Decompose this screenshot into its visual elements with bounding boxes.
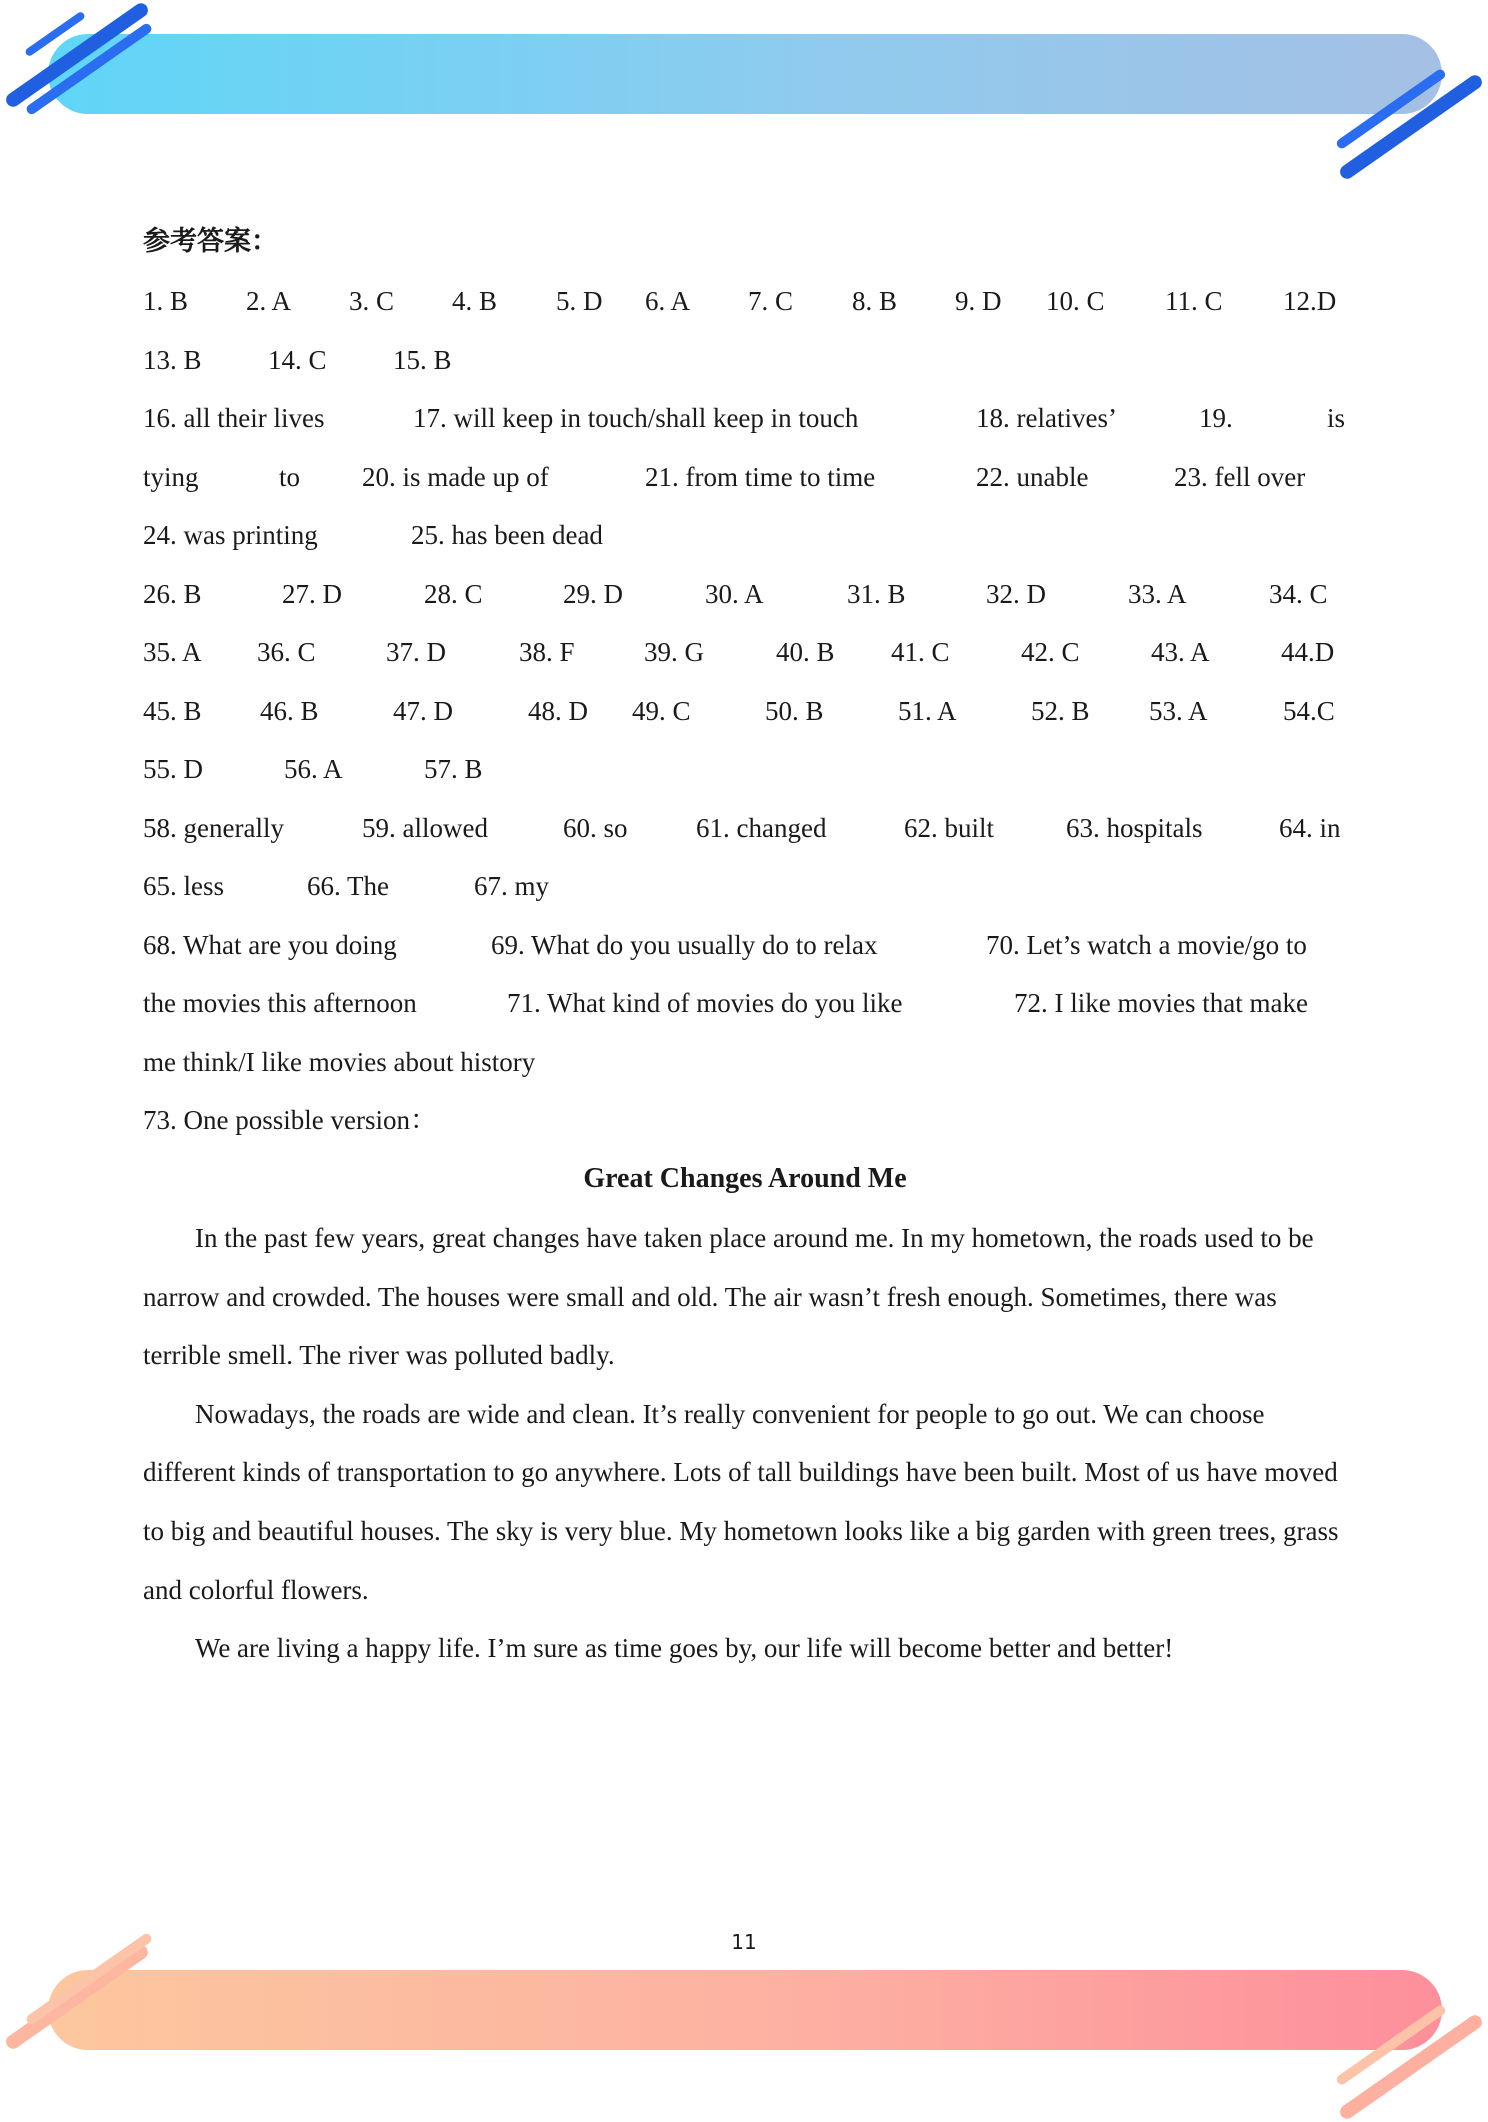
answer-item: 40. B [776,637,835,667]
answer-item: 18. relatives’ [976,403,1117,433]
answer-item: 39. G [644,637,704,667]
answer-item: 42. C [1021,637,1080,667]
answer-item: 57. B [424,754,483,784]
answer-item: 32. D [986,579,1046,609]
answer-item: 63. hospitals [1066,813,1203,843]
answer-item: 26. B [143,579,202,609]
answer-row [143,925,1347,965]
answer-item: 73. One possible version： [143,1105,437,1135]
answer-item: 12.D [1283,286,1337,316]
answer-item: 47. D [393,696,453,726]
answer-item: 48. D [528,696,588,726]
answer-item: 13. B [143,345,202,375]
answer-item: 70. Let’s watch a movie/go to [986,930,1307,960]
answer-item: tying [143,462,199,492]
answer-row [143,1100,1347,1140]
header-banner [48,34,1442,114]
answer-item: 56. A [284,754,343,784]
answer-item: 10. C [1046,286,1105,316]
answer-item: 9. D [955,286,1002,316]
answer-item: 22. unable [976,462,1089,492]
answer-item: 2. A [246,286,292,316]
answer-item: to [279,462,301,492]
answer-item: 16. all their lives [143,403,325,433]
answer-item: 53. A [1149,696,1208,726]
answer-item: 6. A [645,286,691,316]
answer-row [143,340,1347,380]
answer-item: 1. B [143,286,189,316]
answer-item: 59. allowed [362,813,488,843]
answer-item: 7. C [748,286,794,316]
answer-item: 24. was printing [143,520,318,550]
answer-row [143,1042,1347,1082]
answer-key-heading: 参考答案： [143,226,278,257]
answer-item: 4. B [452,286,498,316]
essay-paragraph: Nowadays, the roads are wide and clean. It’s really convenient for people to go out. We can choose different kinds of transportation to go anywhere. Lots of tall buildings have been built. Most of us have moved to big and beautiful houses. The sky is very blue. My hometown looks like a big garden with green trees, grass and colorful flowers. [143,1398,1339,1605]
answer-row [143,281,1347,321]
essay-paragraph: In the past few years, great changes have taken place around me. In my hometown, the roads used to be narrow and crowded. The houses were small and old. The air wasn’t fresh enough. Sometimes, there was terrible smell. The river was polluted badly. [143,1223,1314,1371]
answer-item: 61. changed [696,813,827,843]
answer-item: 64. in [1279,813,1341,843]
answer-item: 65. less [143,871,224,901]
answer-item: 58. generally [143,813,284,843]
answer-item: 68. What are you doing [143,930,397,960]
answer-row [143,691,1347,731]
answer-item: 35. A [143,637,202,667]
answer-item: 46. B [260,696,319,726]
answer-item: 23. fell over [1174,462,1306,492]
answer-item: 50. B [765,696,824,726]
answer-item: 72. I like movies that make [1014,988,1308,1018]
answer-item: me think/I like movies about history [143,1047,536,1077]
answer-item: 19. [1199,403,1233,433]
page-number: 11 [731,1930,757,1954]
answer-item: 49. C [632,696,691,726]
answer-item: 27. D [282,579,342,609]
answer-item: 28. C [424,579,483,609]
answer-row [143,749,1347,789]
answer-item: 14. C [268,345,327,375]
answer-item: 30. A [705,579,764,609]
essay-body [143,1209,1347,1678]
answer-item: 36. C [257,637,316,667]
answer-item: 33. A [1128,579,1187,609]
answer-item: 21. from time to time [645,462,876,492]
answer-item: 25. has been dead [411,520,603,550]
answer-item: 44.D [1281,637,1335,667]
answer-item: 17. will keep in touch/shall keep in touch [413,403,859,433]
answer-row [143,983,1347,1023]
answer-item: 45. B [143,696,202,726]
answer-item: 60. so [563,813,628,843]
answer-row [143,574,1347,614]
answer-item: 55. D [143,754,203,784]
answer-item: the movies this afternoon [143,988,417,1018]
answer-item: 29. D [563,579,623,609]
answer-item: 38. F [519,637,575,667]
answer-item: 67. my [474,871,550,901]
answer-item: 20. is made up of [362,462,549,492]
answer-item: 3. C [349,286,395,316]
answer-item: 34. C [1269,579,1328,609]
answer-item: 69. What do you usually do to relax [491,930,878,960]
answer-row [143,515,1347,555]
answer-row [143,457,1347,497]
essay-paragraph: We are living a happy life. I’m sure as time goes by, our life will become better and better! [195,1633,1174,1664]
answer-item: 8. B [852,286,898,316]
answer-item: 62. built [904,813,995,843]
answer-item: 51. A [898,696,957,726]
answer-item: 71. What kind of movies do you like [507,988,903,1018]
answer-row [143,866,1347,906]
answer-row [143,398,1347,438]
footer-banner [48,1970,1442,2050]
answer-item: 43. A [1151,637,1210,667]
answer-item: 31. B [847,579,906,609]
answer-item: 11. C [1165,286,1223,316]
answer-row [143,808,1347,848]
answer-row [143,632,1347,672]
answer-item: 37. D [386,637,446,667]
answer-item: 66. The [307,871,389,901]
answer-item: 15. B [393,345,452,375]
answer-item: 52. B [1031,696,1090,726]
answer-item: is [1327,403,1346,433]
essay-title: Great Changes Around Me [583,1163,907,1194]
answer-item: 41. C [891,637,950,667]
answer-item: 5. D [556,286,603,316]
answer-item: 54.C [1283,696,1335,726]
